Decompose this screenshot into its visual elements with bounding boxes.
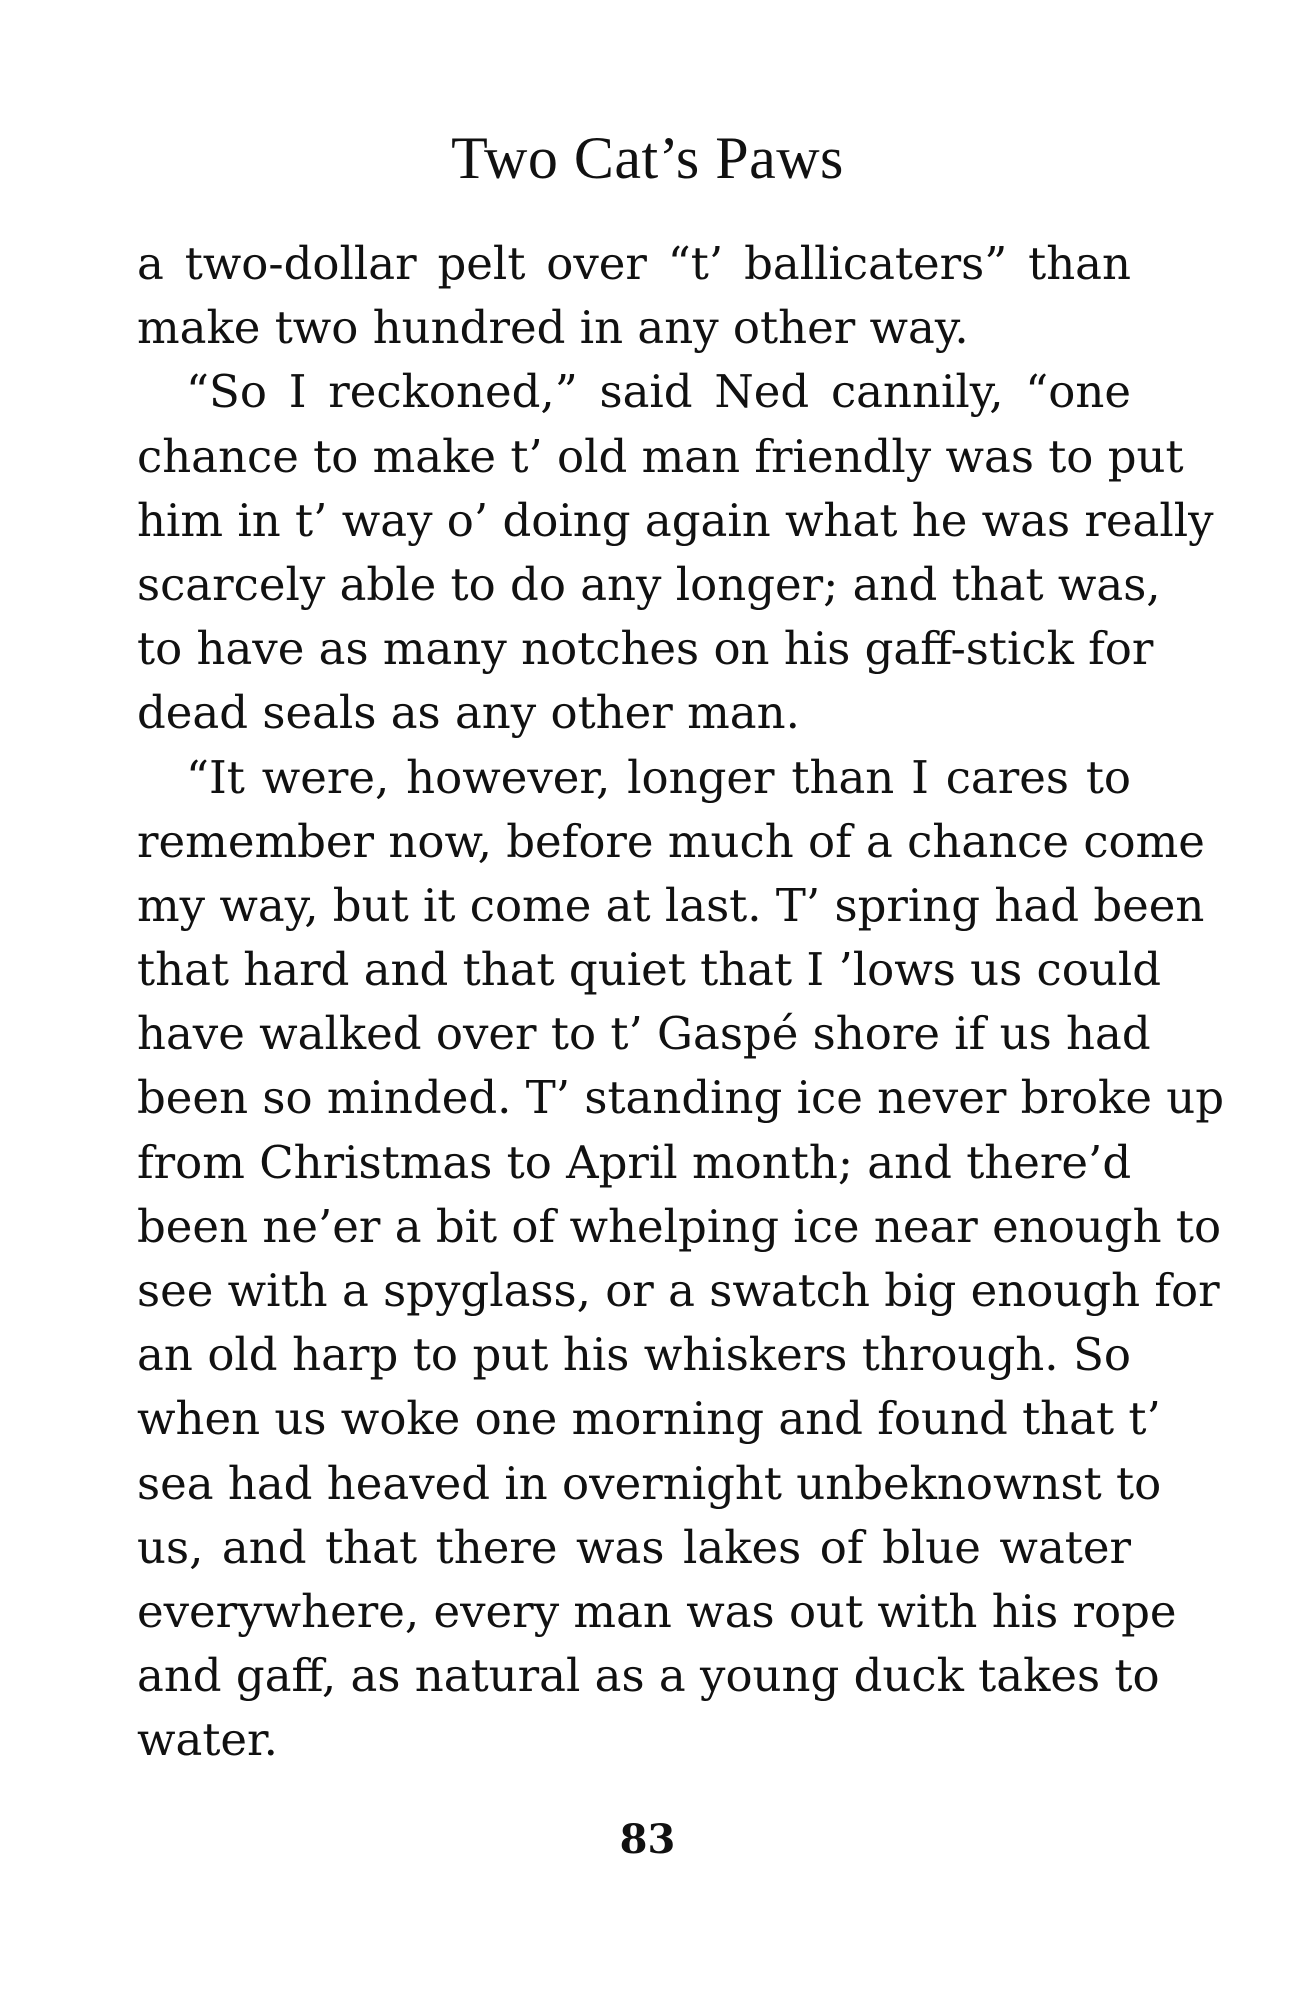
text-line: an old harp to put his whiskers through. So <box>137 1328 1131 1382</box>
text-line: a two-dollar pelt over “t’ ballicaters” than <box>137 237 1131 290</box>
text-line: scarcely able to do any longer; and that was, <box>137 557 1161 611</box>
page-number: 83 <box>619 1816 676 1863</box>
text-line: him in t’ way o’ doing again what he was really <box>137 493 1214 547</box>
text-line: been ne’er a bit of whelping ice near enough to <box>137 1199 1222 1253</box>
text-line: “It were, however, longer than I cares to <box>186 750 1131 804</box>
text-line: my way, but it come at last. T’ spring had been <box>137 878 1205 932</box>
text-line: chance to make t’ old man friendly was to put <box>137 429 1184 483</box>
text-line: “So I reckoned,” said Ned cannily, “one <box>186 365 1131 419</box>
text-line: and gaff, as natural as a young duck takes to <box>137 1649 1160 1703</box>
text-line: have walked over to t’ Gaspé shore if us had <box>137 1007 1151 1061</box>
text-line: that hard and that quiet that I ’lows us could <box>137 943 1162 997</box>
text-line: us, and that there was lakes of blue water <box>137 1520 1131 1574</box>
text-line: everywhere, every man was out with his rope <box>137 1584 1177 1638</box>
text-line: see with a spyglass, or a swatch big enough for <box>137 1264 1220 1317</box>
text-line: from Christmas to April month; and there’d <box>137 1135 1132 1189</box>
running-head: Two Cat’s Paws <box>451 125 844 191</box>
body-text <box>137 232 1225 1773</box>
text-line: water. <box>137 1713 278 1767</box>
text-line: when us woke one morning and found that t’ <box>137 1392 1161 1446</box>
text-line: make two hundred in any other way. <box>137 301 969 355</box>
text-line: to have as many notches on his gaff-stick for <box>137 622 1154 676</box>
text-line: been so minded. T’ standing ice never broke up <box>137 1071 1225 1125</box>
text-line: dead seals as any other man. <box>137 686 800 740</box>
text-line: remember now, before much of a chance come <box>137 814 1205 868</box>
text-line: sea had heaved in overnight unbeknownst to <box>137 1456 1162 1510</box>
